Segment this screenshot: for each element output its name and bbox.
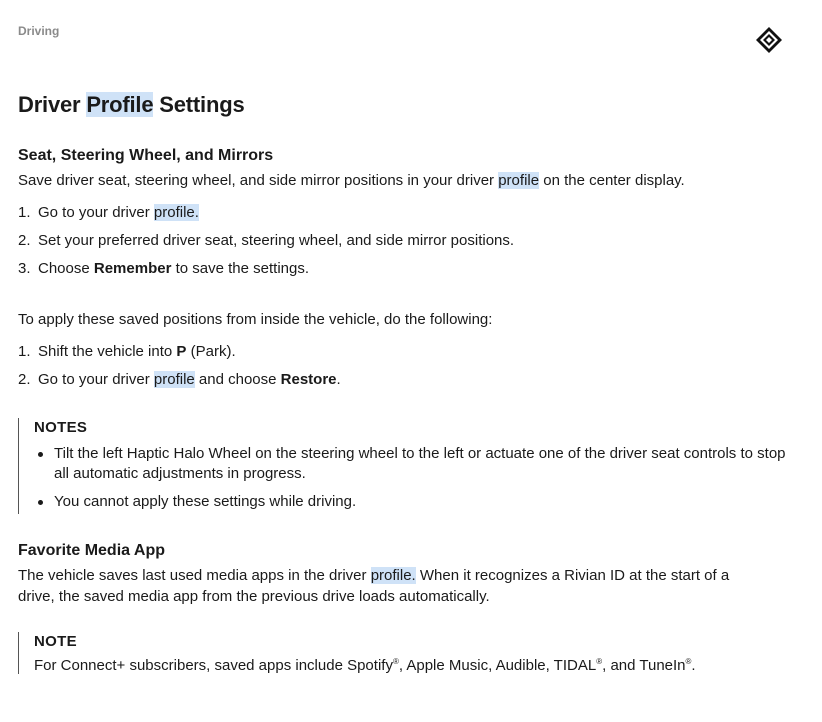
search-highlight: Profile <box>86 92 154 117</box>
list-item: 1. Go to your driver profile. <box>18 204 199 221</box>
page-title: Driver Profile Settings <box>18 92 245 117</box>
note-callout <box>18 632 794 674</box>
bullet-icon <box>38 452 43 457</box>
list-item: 2. Set your preferred driver seat, steering wheel, and side mirror positions. <box>18 232 515 249</box>
note-text: For Connect+ subscribers, saved apps include Spotify®, Apple Music, Audible, TIDAL®, and TuneIn®. <box>34 657 696 674</box>
rivian-logo-icon <box>754 25 784 55</box>
notes-list <box>34 444 794 512</box>
section-heading-seat: Seat, Steering Wheel, and Mirrors <box>18 147 274 164</box>
note-title: NOTE <box>34 633 77 650</box>
section-heading-media: Favorite Media App <box>18 542 165 559</box>
apply-steps-list <box>18 341 341 397</box>
apply-intro: To apply these saved positions from inside the vehicle, do the following: <box>18 311 493 328</box>
list-item: Tilt the left Haptic Halo Wheel on the steering wheel to the left or actuate one of the driver seat controls to stop all automatic adjustments in progress. <box>34 444 794 484</box>
steps-list <box>18 202 514 286</box>
list-item: You cannot apply these settings while driving. <box>34 492 794 512</box>
notes-title: NOTES <box>34 419 88 436</box>
section-intro-media: The vehicle saves last used media apps in the driver profile. When it recognizes a Rivian ID at the start of a drive, the saved media app from the previous drive loads automatically. <box>18 567 730 605</box>
list-item: 2. Go to your driver profile and choose Restore. <box>18 371 341 388</box>
list-item: 3. Choose Remember to save the settings. <box>18 260 309 277</box>
list-item: 1. Shift the vehicle into P (Park). <box>18 343 236 360</box>
breadcrumb[interactable]: Driving <box>18 24 60 38</box>
section-intro-seat: Save driver seat, steering wheel, and side mirror positions in your driver profile on the center display. <box>18 172 685 189</box>
notes-callout <box>18 418 794 514</box>
bullet-icon <box>38 500 43 505</box>
